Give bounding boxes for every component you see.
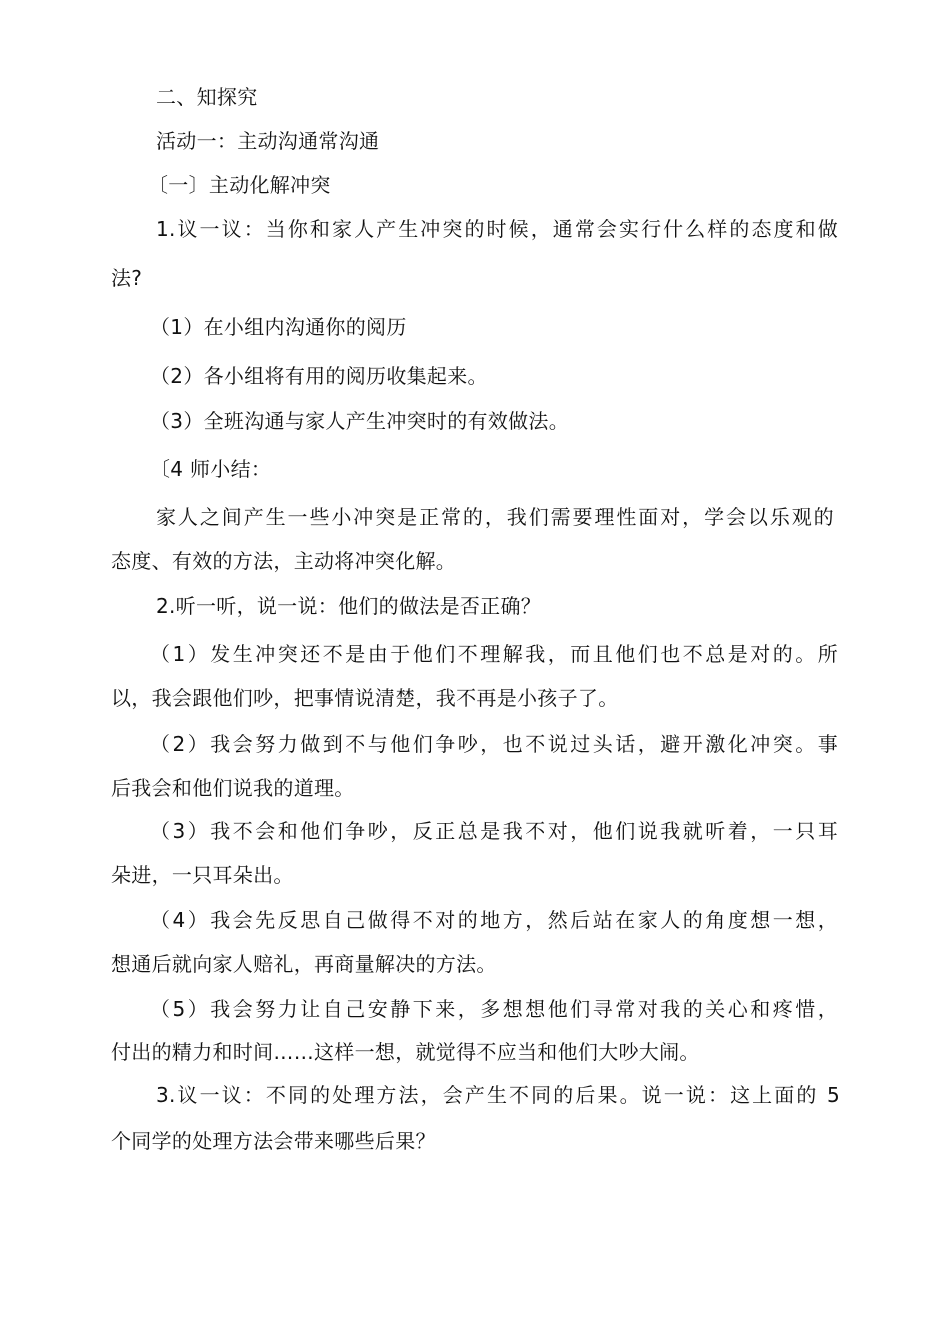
paragraph-line: 法?	[111, 266, 143, 290]
paragraph-line: 2.听一听，说一说：他们的做法是否正确？	[156, 594, 542, 618]
paragraph-line: 后我会和他们说我的道理。	[111, 776, 355, 800]
list-item: （1）在小组内沟通你的阅历	[150, 315, 407, 339]
paragraph-line: 以，我会跟他们吵，把事情说清楚，我不再是小孩子了。	[111, 686, 619, 710]
activity-heading: 活动一：主动沟通常沟通	[156, 129, 380, 153]
list-item: （2）各小组将有用的阅历收集起来。	[150, 364, 488, 388]
paragraph-line: 想通后就向家人赔礼，再商量解决的方法。	[111, 952, 497, 976]
paragraph-line: 1.议一议：当你和家人产生冲突的时候，通常会实行什么样的态度和做	[156, 217, 838, 241]
paragraph-line: 态度、有效的方法，主动将冲突化解。	[111, 549, 457, 573]
paragraph-line: 个同学的处理方法会带来哪些后果？	[111, 1129, 436, 1153]
section-heading: 二、知探究	[156, 85, 258, 109]
paragraph-line: 家人之间产生一些小冲突是正常的，我们需要理性面对，学会以乐观的	[156, 505, 834, 529]
list-item: （2）我会努力做到不与他们争吵，也不说过头话，避开激化冲突。事	[150, 732, 838, 756]
list-item: 〔4 师小结：	[150, 457, 272, 481]
subsection-heading: 〔一〕主动化解冲突	[148, 173, 331, 197]
paragraph-line: 付出的精力和时间……这样一想，就觉得不应当和他们大吵大闹。	[111, 1040, 700, 1064]
list-item: （5）我会努力让自己安静下来，多想想他们寻常对我的关心和疼惜，	[150, 997, 838, 1021]
list-item: （3）全班沟通与家人产生冲突时的有效做法。	[150, 409, 570, 433]
list-item: （3）我不会和他们争吵，反正总是我不对，他们说我就听着，一只耳	[150, 819, 838, 843]
paragraph-line: 3.议一议：不同的处理方法，会产生不同的后果。说一说：这上面的 5	[156, 1083, 840, 1107]
list-item: （4）我会先反思自己做得不对的地方，然后站在家人的角度想一想，	[150, 908, 838, 932]
list-item: （1）发生冲突还不是由于他们不理解我，而且他们也不总是对的。所	[150, 642, 838, 666]
paragraph-line: 朵进，一只耳朵出。	[111, 863, 294, 887]
